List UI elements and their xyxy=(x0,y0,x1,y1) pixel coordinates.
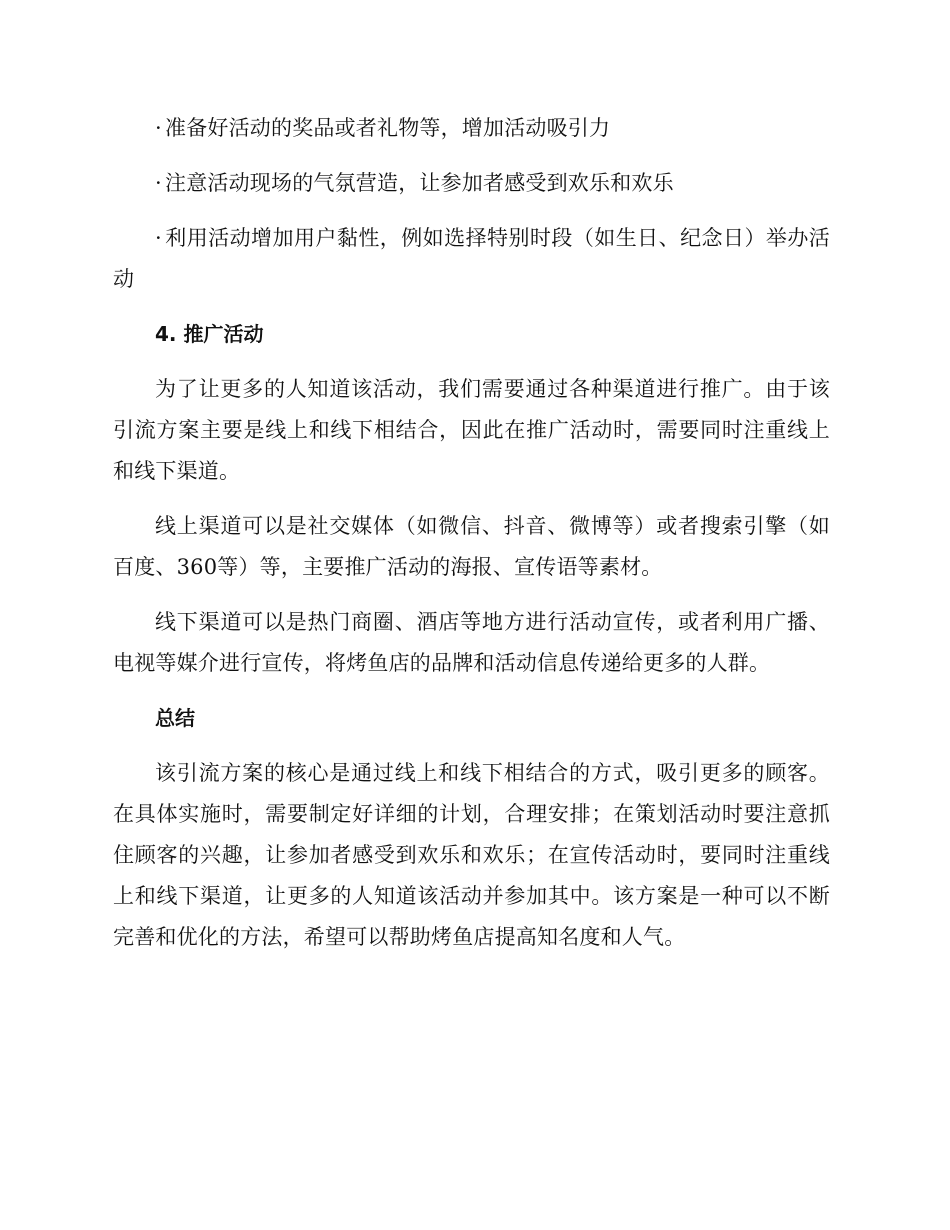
bullet-item xyxy=(113,218,830,300)
paragraph: 线下渠道可以是热门商圈、酒店等地方进行活动宣传，或者利用广播、电视等媒介进行宣传，将烤鱼店的品牌和活动信息传递给更多的人群。 xyxy=(113,610,830,675)
paragraph: 为了让更多的人知道该活动，我们需要通过各种渠道进行推广。由于该引流方案主要是线上和线下相结合，因此在推广活动时，需要同时注重线上和线下渠道。 xyxy=(113,377,830,483)
bullet-item xyxy=(113,108,830,149)
bullet-dot: · xyxy=(155,171,162,195)
bullet-text: 准备好活动的奖品或者礼物等，增加活动吸引力 xyxy=(165,116,611,140)
bullet-text: 注意活动现场的气氛营造，让参加者感受到欢乐和欢乐 xyxy=(165,171,674,195)
section-heading-promotion: 4. 推广活动 xyxy=(155,322,264,346)
document-body xyxy=(113,108,830,972)
paragraph: 该引流方案的核心是通过线上和线下相结合的方式，吸引更多的顾客。在具体实施时，需要制定好详细的计划，合理安排；在策划活动时要注意抓住顾客的兴趣，让参加者感受到欢乐和欢乐；在宣传活动时，要同时注重线上和线下渠道，让更多的人知道该活动并参加其中。该方案是一种可以不断完善和优化的方法，希望可以帮助烤鱼店提高知名度和人气。 xyxy=(113,761,830,949)
bullet-dot: · xyxy=(155,116,162,140)
bullet-item xyxy=(113,163,830,204)
section-heading-summary: 总结 xyxy=(155,706,195,730)
paragraph: 线上渠道可以是社交媒体（如微信、抖音、微博等）或者搜索引擎（如百度、360等）等，主要推广活动的海报、宣传语等素材。 xyxy=(113,514,830,579)
bullet-text: 利用活动增加用户黏性，例如选择特别时段（如生日、纪念日）举办活动 xyxy=(113,226,830,291)
bullet-dot: · xyxy=(155,226,162,250)
